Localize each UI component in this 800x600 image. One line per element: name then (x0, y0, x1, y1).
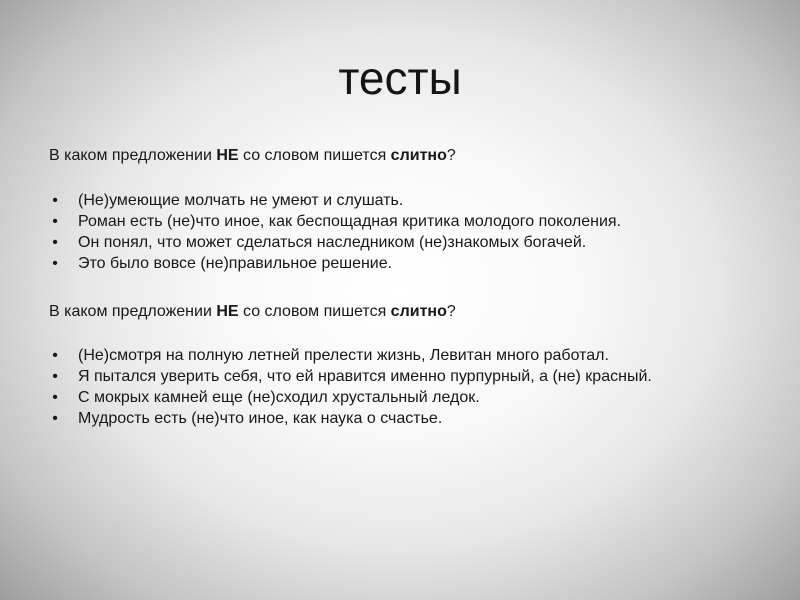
answer-list-1 (49, 192, 749, 276)
question-2-text-start: В каком предложении (49, 303, 217, 320)
question-1-text-middle: со словом пишется (238, 147, 391, 164)
question-2 (49, 302, 456, 321)
bullet-icon: • (52, 234, 58, 251)
bullet-icon: • (52, 347, 58, 364)
answer-list-2 (49, 347, 749, 431)
bullet-icon: • (52, 192, 58, 209)
question-1-text-start: В каком предложении (49, 147, 217, 164)
answer-option-text: (Не)умеющие молчать не умеют и слушать. (78, 192, 404, 209)
question-2-emphasis-ne: НЕ (216, 303, 239, 320)
bullet-icon: • (52, 368, 58, 385)
answer-option-text: Это было вовсе (не)правильное решение. (78, 255, 393, 272)
question-1-emphasis-ne: НЕ (216, 147, 239, 164)
answer-option-text: Он понял, что может сделаться наследником (не)знакомых богачей. (78, 234, 587, 251)
question-1-emphasis-slitno: слитно (390, 147, 447, 164)
question-1 (49, 146, 456, 165)
answer-option (49, 347, 749, 365)
bullet-icon: • (52, 213, 58, 230)
answer-option-text: С мокрых камней еще (не)сходил хрустальный ледок. (78, 389, 480, 406)
answer-option-text: (Не)смотря на полную летней прелести жизнь, Левитан много работал. (78, 347, 609, 364)
bullet-icon: • (52, 255, 58, 272)
question-2-emphasis-slitno: слитно (390, 303, 447, 320)
answer-option (49, 368, 749, 386)
answer-option (49, 234, 749, 252)
answer-option (49, 192, 749, 210)
bullet-icon: • (52, 410, 58, 427)
bullet-icon: • (52, 389, 58, 406)
answer-option (49, 213, 749, 231)
question-2-text-end: ? (446, 303, 456, 320)
question-1-text-end: ? (446, 147, 456, 164)
question-2-text-middle: со словом пишется (238, 303, 391, 320)
answer-option (49, 389, 749, 407)
slide-title: тесты (338, 52, 462, 104)
answer-option-text: Роман есть (не)что иное, как беспощадная критика молодого поколения. (78, 213, 621, 230)
answer-option (49, 410, 749, 428)
answer-option (49, 255, 749, 273)
answer-option-text: Мудрость есть (не)что иное, как наука о счастье. (78, 410, 443, 427)
answer-option-text: Я пытался уверить себя, что ей нравится именно пурпурный, а (не) красный. (78, 368, 652, 385)
